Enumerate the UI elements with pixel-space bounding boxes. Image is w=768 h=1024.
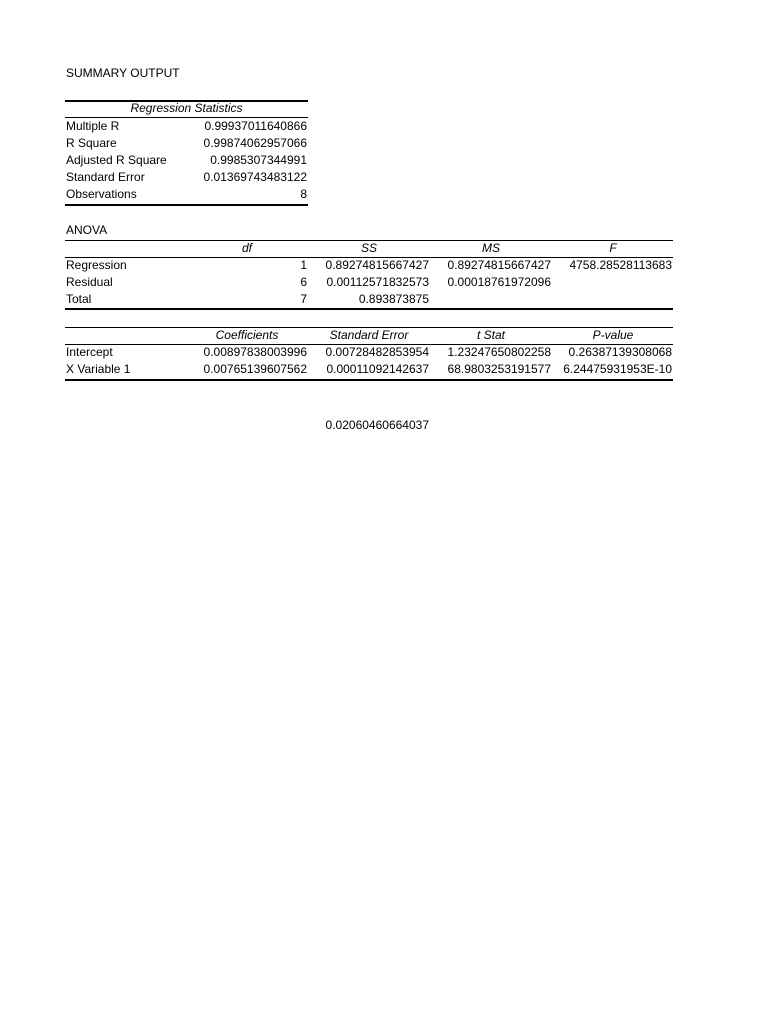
stat-label: Multiple R (66, 119, 120, 133)
anova-ms: 0.00018761972096 (447, 275, 551, 289)
coef-header-coefficients: Coefficients (215, 328, 279, 342)
coef-standard-error: 0.00728482853954 (325, 345, 429, 359)
coef-header-p-value: P-value (592, 328, 634, 342)
coef-p-value: 0.26387139308068 (568, 345, 672, 359)
stat-value: 0.9985307344991 (210, 153, 307, 167)
anova-header-ms: MS (482, 241, 500, 255)
coef-value: 0.00897838003996 (203, 345, 307, 359)
anova-header-df: df (241, 241, 252, 255)
coef-row-label: X Variable 1 (66, 362, 131, 376)
anova-row-label: Regression (66, 258, 127, 272)
stat-label: Adjusted R Square (66, 153, 167, 167)
standalone-value: 0.02060460664037 (325, 418, 429, 432)
coef-p-value: 6.24475931953E-10 (563, 362, 672, 376)
anova-df: 1 (300, 258, 307, 272)
anova-row-label: Total (66, 292, 92, 306)
coef-standard-error: 0.00011092142637 (326, 362, 429, 376)
anova-df: 6 (300, 275, 307, 289)
anova-row-label: Residual (66, 275, 113, 289)
anova-bottom-rule (65, 308, 673, 310)
anova-df: 7 (300, 292, 307, 306)
anova-header-ss: SS (360, 241, 377, 255)
stat-value: 0.99874062957066 (203, 136, 307, 150)
coef-t-stat: 1.23247650802258 (447, 345, 551, 359)
coef-t-stat: 68.9803253191577 (447, 362, 551, 376)
anova-ss: 0.893873875 (358, 292, 429, 306)
anova-ms: 0.89274815667427 (447, 258, 551, 272)
regression-stats-header: Regression Statistics (130, 101, 243, 115)
coef-header-standard-error: Standard Error (329, 328, 409, 342)
coef-header-t-stat: t Stat (476, 328, 505, 342)
stat-label: Observations (66, 187, 137, 201)
coefficients-bottom-rule (65, 379, 673, 381)
coef-value: 0.00765139607562 (203, 362, 307, 376)
anova-header-f: F (609, 241, 617, 255)
regression-stats-bottom-rule (65, 204, 308, 206)
anova-ss: 0.89274815667427 (325, 258, 429, 272)
anova-f: 4758.28528113683 (569, 258, 672, 272)
stat-value: 0.99937011640866 (204, 119, 307, 133)
stat-value: 0.01369743483122 (203, 170, 307, 184)
regression-stats-header-rule (65, 117, 308, 118)
anova-ss: 0.00112571832573 (326, 275, 429, 289)
stat-label: Standard Error (66, 170, 145, 184)
summary-output-title: SUMMARY OUTPUT (66, 66, 180, 80)
coef-row-label: Intercept (66, 345, 113, 359)
stat-value: 8 (300, 187, 307, 201)
stat-label: R Square (66, 136, 117, 150)
anova-title: ANOVA (66, 223, 108, 237)
